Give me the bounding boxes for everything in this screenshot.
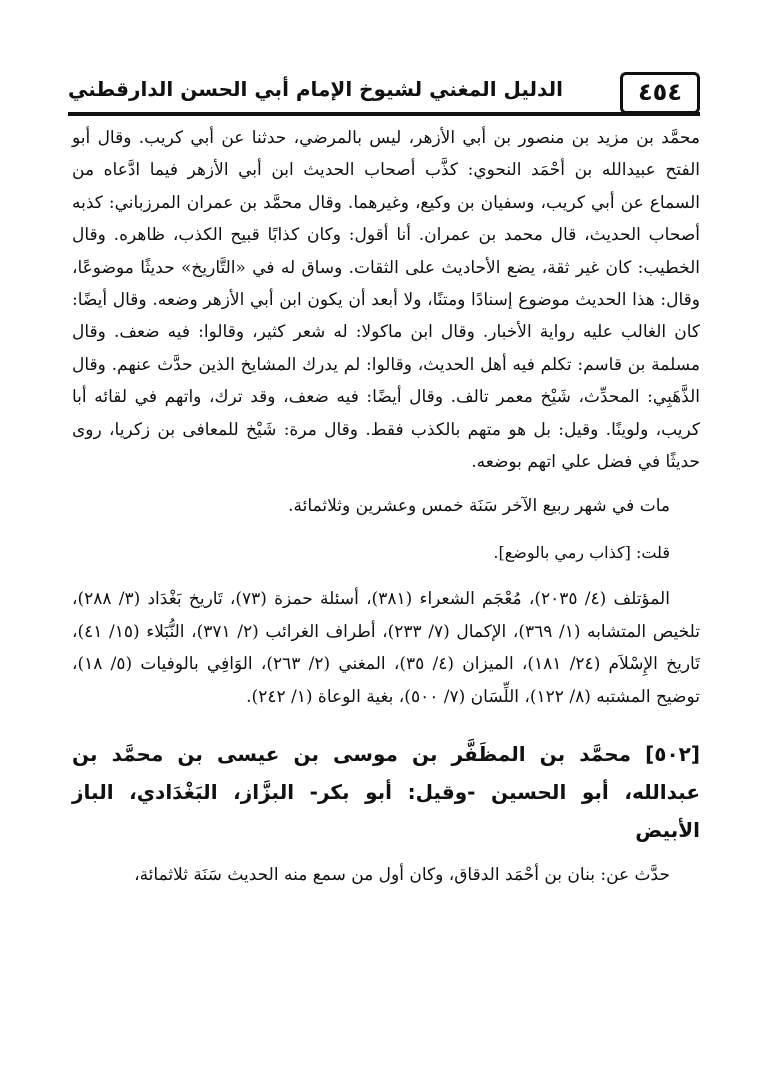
entry-first-line: حدَّث عن: بنان بن أحْمَد الدقاق، وكان أول من سمع منه الحديث سَنَة ثلاثمائة، [134, 864, 670, 885]
running-title: الدليل المغني لشيوخ الإمام أبي الحسن الدارقطني [68, 77, 563, 101]
page-number-box: ٤٥٤ [620, 72, 700, 114]
source-references: المؤتلف (٤/ ٢٠٣٥)، مُعْجَم الشعراء (٣٨١)، أسئلة حمزة (٧٣)، تَاريخ بَغْدَاد (٣/ ٢٨٨)، تلخيص المتشابه (١/ ٣٦٩)، الإكمال (٧/ ٢٣٣)، أطراف الغرائب (٢/ ٣٧١)، النُّبَلاء (١٥/ ٤١)، تَاريخ الإِسْلاَم (٢٤/ ١٨١)، الميزان (٤/ ٣٥)، المغني (٢/ ٢٦٣)، الوَافِي بالوفيات (٥/ ١٨)، توضيح المشتبه (٨/ ١٢٢)، اللِّسَان (٧/ ٥٠٠)، بغية الوعاة (١/ ٢٤٢). [72, 589, 700, 707]
entry-heading: [٥٠٢] محمَّد بن المظَفَّر بن موسى بن عيسى بن محمَّد بن عبدالله، أبو الحسين -وقيل: أبو بكر- البزَّاز، البَغْدَادي، الباز الأبيض [72, 741, 700, 842]
page-header [68, 72, 700, 116]
page-body [72, 122, 700, 891]
biography-paragraph: محمَّد بن مزيد بن منصور بن أبي الأزهر، ليس بالمرضي، حدثنا عن أبي كريب. وقال أبو الفتح عبيدالله بن أحْمَد النحوي: كذَّب أصحاب الحديث ابن أبي الأزهر فيما ادَّعاه من السماع عن أبي كريب، وسفيان بن وكيع، وغيرهما. وقال محمَّد بن عمران المرزباني: كذبه أصحاب الحديث، قال محمد بن عمران. أنا أقول: وكان كذابًا قبيح الكذب، ظاهره. وقال الخطيب: كان غير ثقة، يضع الأحاديث على الثقات. وساق له في «التَّاريخ» حديثًا موضوعًا، وقال: هذا الحديث موضوع إسنادًا ومتنًا، ولا أبعد أن يكون ابن أبي الأزهر وضعه. وقال أيضًا: كان الغالب عليه رواية الأخبار. وقال ابن ماكولا: له شعر كثير، وقالوا: فيه ضعف. وقال مسلمة بن قاسم: تكلم فيه أهل الحديث، وقالوا: لم يدرك المشايخ الذين حدَّث عنهم. وقال الذَّهَبِي: المحدِّث، شَيْخ معمر تالف. وقال أيضًا: فيه ضعف، وقد ترك، واتهم في لقائه أبا كريب، ولوينًا. وقيل: بل هو متهم بالكذب فقط. وقال مرة: شَيْخ للمعافى بن زكريا، روى حديثًا في فضل علي اتهم بوضعه. [72, 128, 700, 473]
death-date-line: مات في شهر ربيع الآخر سَنَة خمس وعشرين وثلاثمائة. [288, 496, 670, 517]
author-verdict: قلت: [كذاب رمي بالوضع]. [493, 542, 670, 562]
header-rule [68, 112, 700, 116]
